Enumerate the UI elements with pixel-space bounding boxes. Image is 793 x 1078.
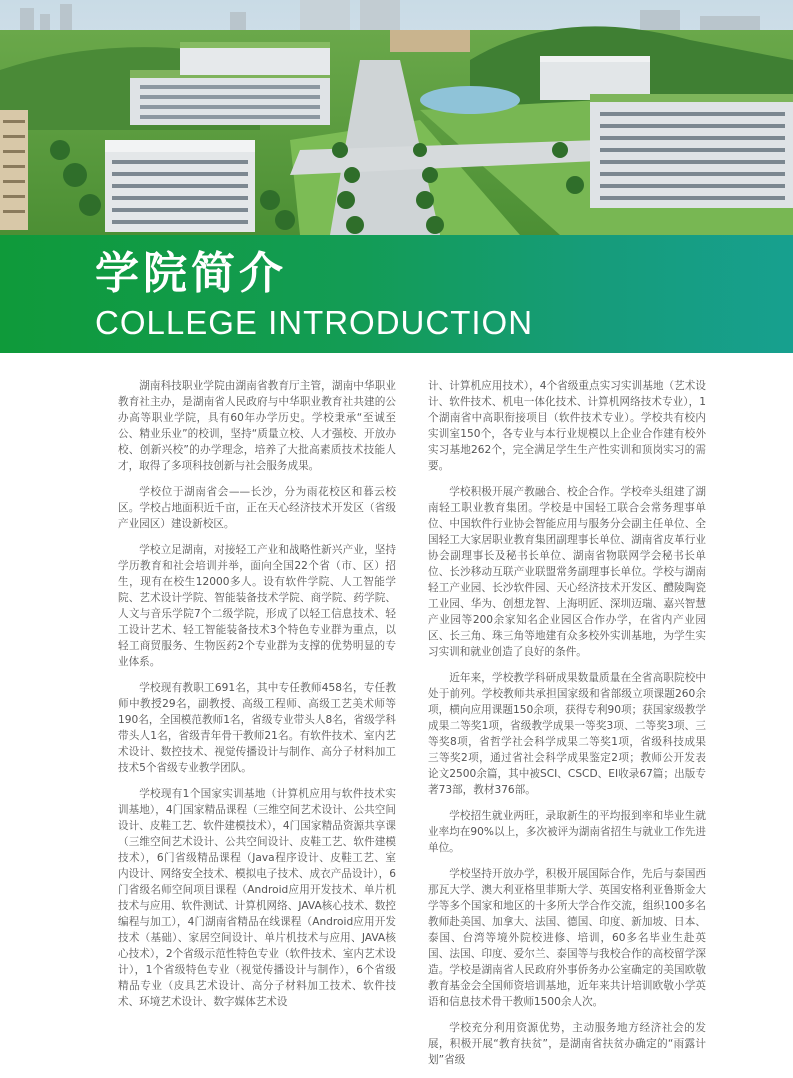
page-subtitle: COLLEGE INTRODUCTION — [95, 304, 534, 341]
paragraph-enrollment: 学校立足湖南，对接轻工产业和战略性新兴产业，坚持学历教育和社会培训并举，面向全国22个省（市、区）招生，现有在校生12000多人。设有软件学院、人工智能学院、艺术设计学院、智能装备技术学院、商学院、药学院、人文与音乐学院7个二级学院，形成了以轻工信息技术、轻工设计艺术、轻工智能装备技术3个特色专业群为重点，以轻工商贸服务、生物医药2个专业群为支撑的优势明显的专业体系。 — [118, 544, 396, 668]
paragraph-faculty: 学校现有教职工691名，其中专任教师458名，专任教师中教授29名，副教授、高级工程师、高级工艺美术师等190名，全国模范教师1名，省级专业带头人8名，省级学科带头人1名，省级青年骨干教师21名。有软件技术、室内艺术设计、数控技术、视觉传播设计与制作、高分子材料加工技术5个省级专业教学团队。 — [118, 682, 396, 774]
left-text-column — [118, 378, 396, 1020]
paragraph-international: 学校坚持开放办学，积极开展国际合作，先后与泰国西那瓦大学、澳大利亚格里菲斯大学、英国安格利亚鲁斯金大学等多个国家和地区的十多所大学合作交流，组织100多名教师赴美国、加拿大、法国、德国、印度、新加坡、日本、泰国、台湾等境外院校进修、培训，60多名毕业生赴英国、法国、印度、爱尔兰、泰国等与我校合作的高校留学深造。学校是湖南省人民政府外事侨务办公室确定的美国欧敬教育基金会全国师资培训基地，近年来共计培训欧敬小学英语和信息技术骨干教师1500余人次。 — [428, 868, 706, 1008]
right-text-column — [428, 378, 706, 1078]
paragraph-employment: 学校招生就业两旺，录取新生的平均报到率和毕业生就业率均在90%以上，多次被评为湖南省招生与就业工作先进单位。 — [428, 810, 706, 854]
campus-illustration — [0, 0, 793, 235]
page-title: 学院简介 — [95, 248, 287, 299]
campus-aerial-photo — [0, 0, 793, 235]
paragraph-research: 近年来，学校教学科研成果数量质量在全省高职院校中处于前列。学校教师共承担国家级和省部级立项课题260余项，横向应用课题150余项，获得专利90项；获国家级教学成果二等奖1项，省级教学成果一等奖3项、二等奖3项、三等奖8项，省哲学社会科学成果二等奖1项，省级科技成果三等奖2项，通过省社会科学成果鉴定2项；教师公开发表论文2500余篇，其中被SCI、CSCD、EI收录67篇；出版专著73部，教材376部。 — [428, 672, 706, 796]
paragraph-industry-cooperation: 学校积极开展产教融合、校企合作。学校牵头组建了湖南轻工职业教育集团。学校是中国轻工联合会常务理事单位、中国软件行业协会智能应用与服务分会副主任单位、全国轻工大家居职业教育集团副理事长单位、湖南省皮革行业协会副理事长及秘书长单位、湖南省物联网学会秘书长单位、长沙移动互联产业联盟常务副理事长单位。学校与湖南轻工产业园、长沙软件园、天心经济技术开发区、醴陵陶瓷工业园、华为、创想龙智、上海明匠、深圳迈瑞、嘉兴智慧产业园等200余家知名企业园区合作办学，在省内产业园区、长三角、珠三角等地建有众多校外实训基地，为学生实习实训和就业创造了良好的条件。 — [428, 486, 706, 658]
paragraph-location: 学校位于湖南省会——长沙，分为雨花校区和暮云校区。学校占地面积近千亩，正在天心经济技术开发区（省级产业园区）建设新校区。 — [118, 486, 396, 530]
paragraph-courses: 学校现有1个国家实训基地（计算机应用与软件技术实训基地），4门国家精品课程（三维空间艺术设计、公共空间设计、皮鞋工艺、软件建模技术），4门国家精品资源共享课（三维空间艺术设计、公共空间设计、皮鞋工艺、软件建模技术），6门省级精品课程（Java程序设计、皮鞋工艺、室内设计、网络安全技术、模拟电子技术、成衣产品设计），6门省级名师空间项目课程（Android应用开发技术、单片机技术与应用、软件测试、计算机网络、JAVA核心技术、数控编程与加工），4门湖南省精品在线课程（Android应用开发技术（基础）、家居空间设计、单片机技术与应用、JAVA核心技术），2个省级示范性特色专业（软件技术、室内艺术设计），1个省级特色专业（视觉传播设计与制作），6个省级精品专业（皮具艺术设计、高分子材料加工技术、软件技术、环境艺术设计、数字媒体艺术设 — [118, 788, 396, 1008]
paragraph-courses-continued: 计、计算机应用技术），4个省级重点实习实训基地（艺术设计、软件技术、机电一体化技术、计算机网络技术专业），1个湖南省中高职衔接项目（软件技术专业）。学校共有校内实训室150个，各专业与本行业规模以上企业合作建有校外实习基地262个，完全满足学生生产性实训和顶岗实习的需要。 — [428, 380, 706, 472]
title-banner — [0, 235, 793, 353]
paragraph-history: 湖南科技职业学院由湖南省教育厅主管，湖南中华职业教育社主办，是湖南省人民政府与中华职业教育社共建的公办高等职业学院，具有60年办学历史。学校秉承“至诚至公、精业乐业”的校训，坚持“质量立校、人才强校、开放办校、创新兴校”的办学理念，培养了大批高素质技术技能人才，取得了多项科技创新与社会服务成果。 — [118, 380, 396, 472]
paragraph-social-service: 学校充分利用资源优势，主动服务地方经济社会的发展，积极开展“教育扶贫”，是湖南省扶贫办确定的“雨露计划”省级 — [428, 1022, 706, 1066]
